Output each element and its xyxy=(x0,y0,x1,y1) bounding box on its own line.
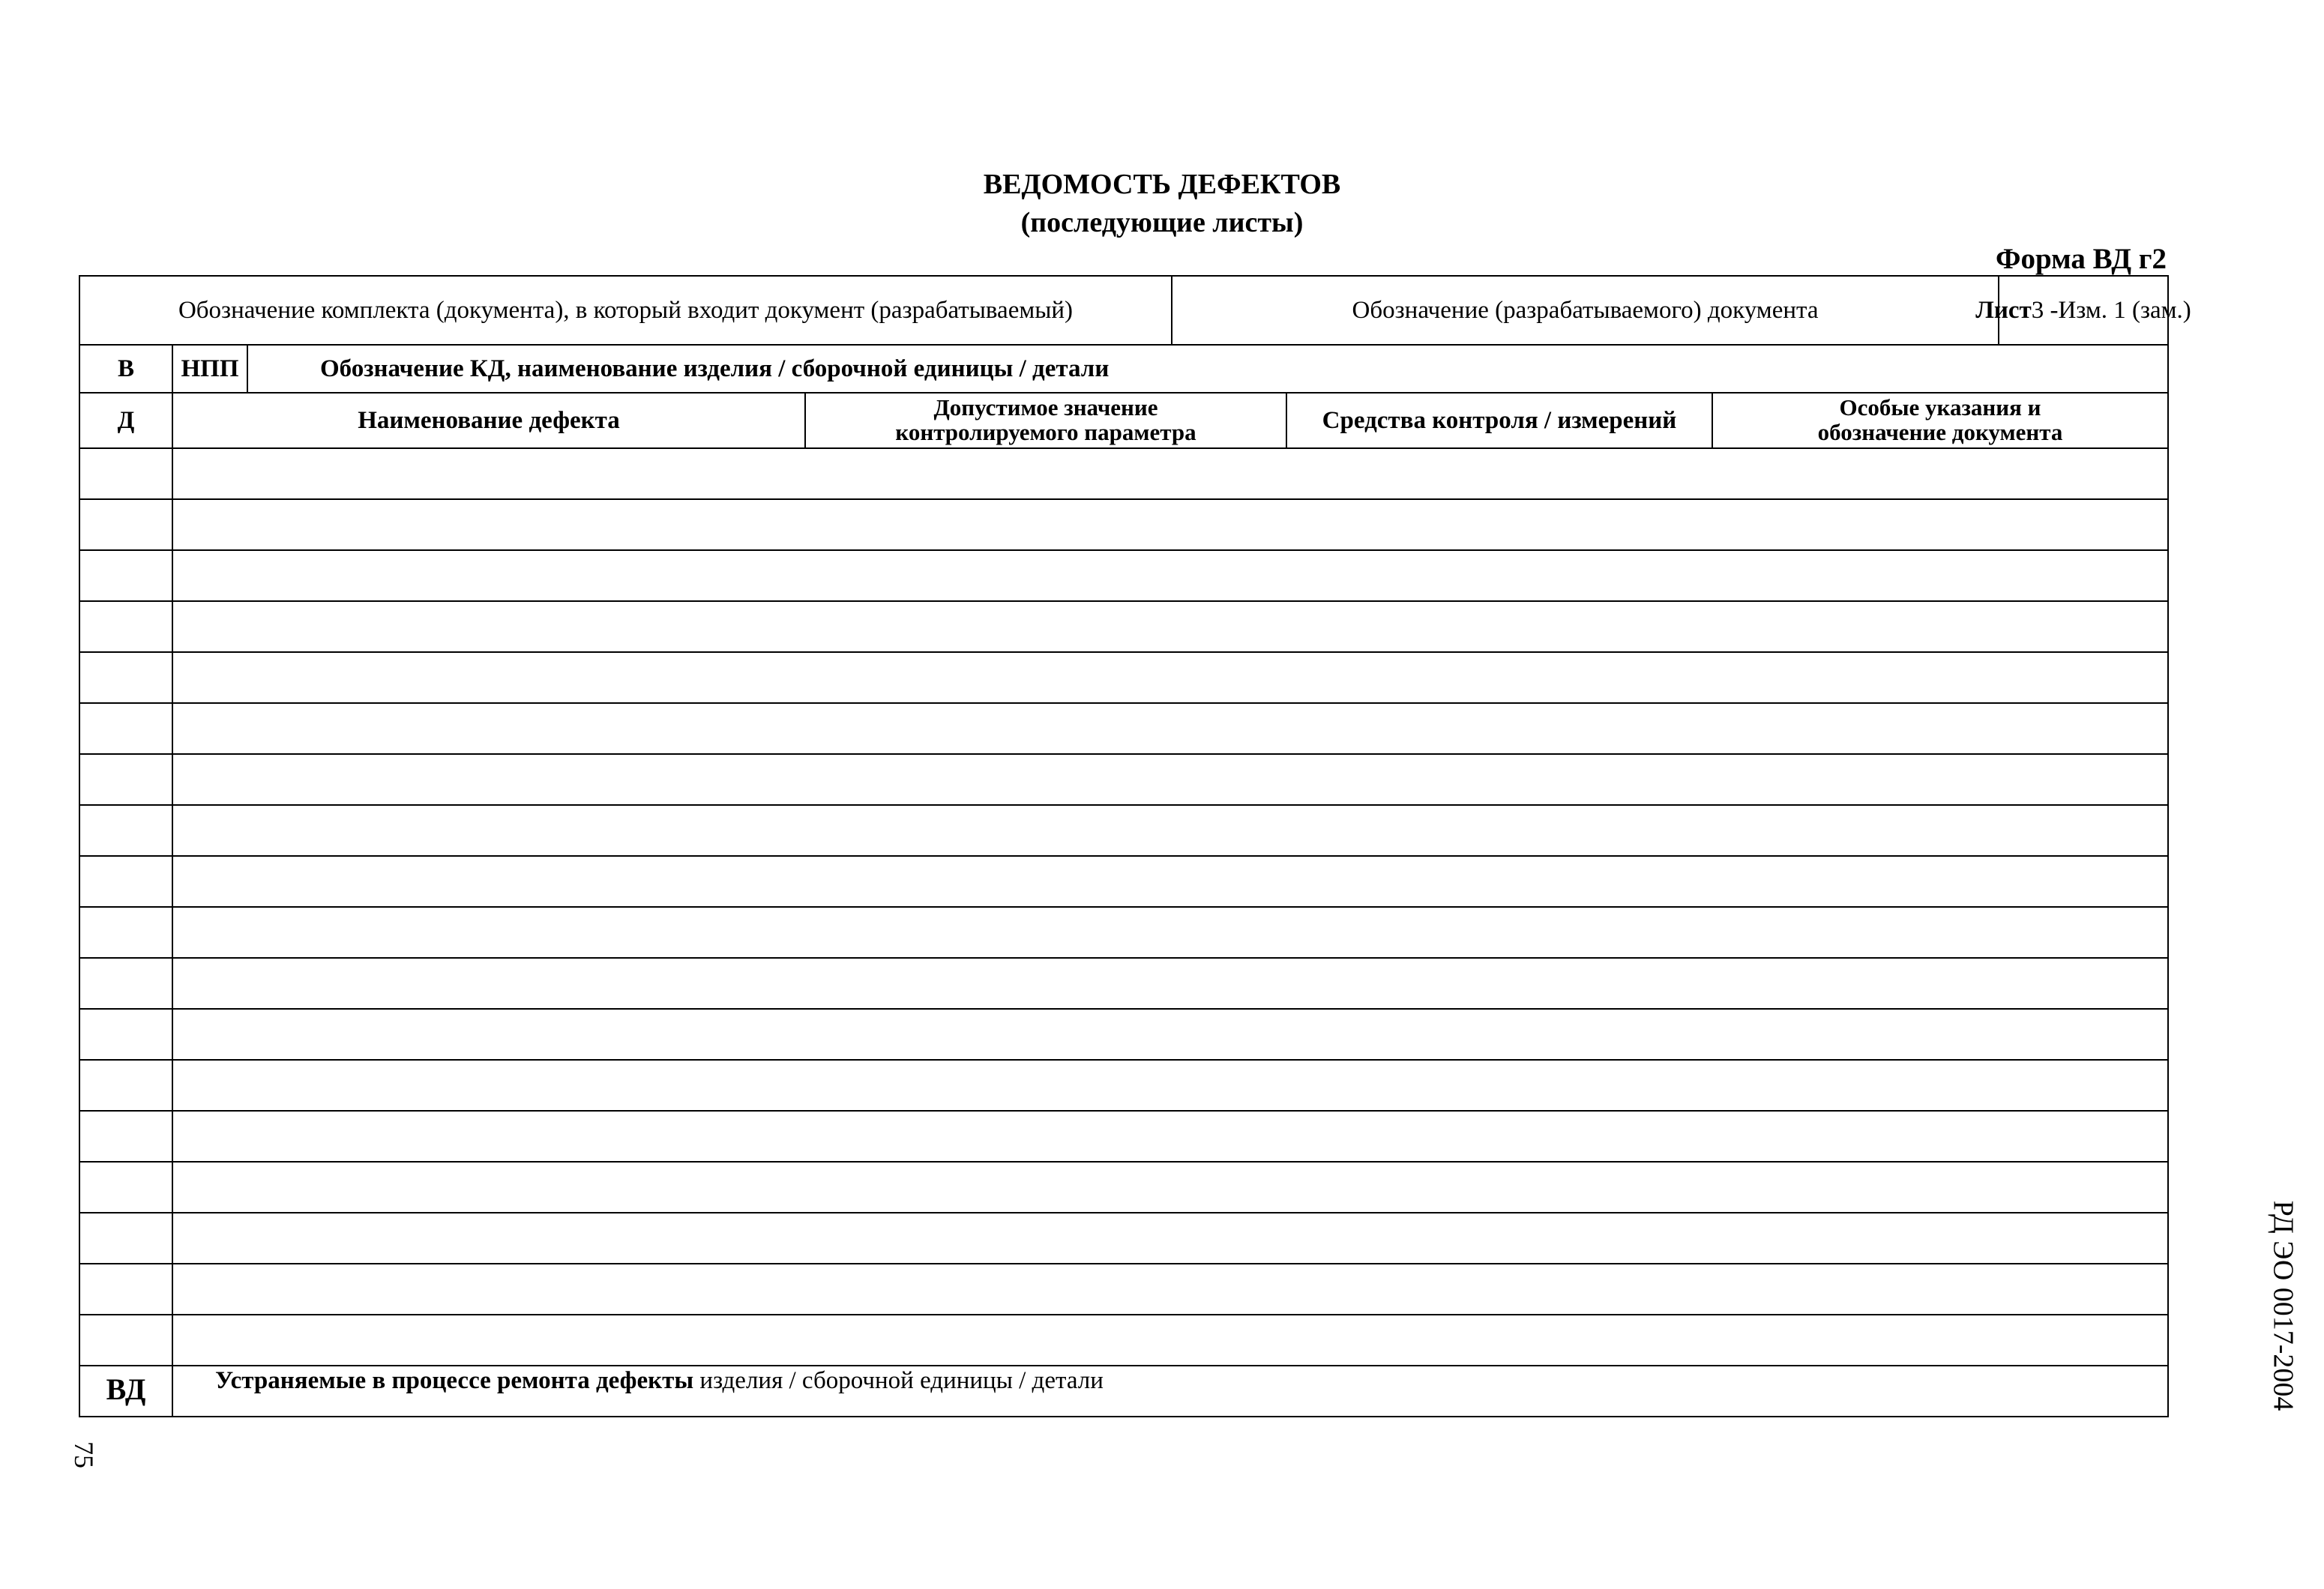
row-line xyxy=(80,1314,2167,1315)
form-title: ВЕДОМОСТЬ ДЕФЕКТОВ xyxy=(983,169,1341,200)
row-line xyxy=(80,1008,2167,1010)
row-line xyxy=(80,1212,2167,1213)
doc-designation-cell[interactable] xyxy=(1172,277,1998,344)
row-line xyxy=(80,447,2167,449)
row-line xyxy=(80,804,2167,806)
row-line xyxy=(80,1161,2167,1163)
form-subtitle: (последующие листы) xyxy=(1020,207,1304,238)
divider xyxy=(247,346,248,392)
row-line xyxy=(80,957,2167,959)
special-notes-header xyxy=(1713,394,2167,447)
sheet-label: Лист xyxy=(1975,296,2032,324)
kd-cell xyxy=(320,346,2164,392)
vd-cell xyxy=(80,1363,172,1416)
kd-label: Обозначение КД, наименование изделия / сборочной единицы / детали xyxy=(320,355,1110,382)
allowed-value-label: Допустимое значение контролируемого параметра xyxy=(895,394,1196,445)
special-notes-label: Особые указания и обозначение документа xyxy=(1817,394,2063,445)
npp-label: НПП xyxy=(181,355,239,382)
row-line xyxy=(80,855,2167,857)
removable-defects-cell[interactable] xyxy=(215,1363,2164,1398)
page-number: 75 xyxy=(69,1441,99,1468)
form-code: Форма ВД г2 xyxy=(1996,243,2167,275)
removable-defects-bold: Устраняемые в процессе ремонта дефекты xyxy=(215,1366,694,1394)
row-line xyxy=(80,600,2167,602)
set-designation-cell[interactable] xyxy=(80,277,1171,344)
row-line xyxy=(80,549,2167,551)
v-label: В xyxy=(117,355,134,382)
defect-sheet-table xyxy=(79,275,2191,1417)
row-line xyxy=(80,651,2167,653)
row-line xyxy=(80,906,2167,908)
npp-cell xyxy=(173,346,247,392)
row-line xyxy=(80,1110,2167,1112)
row-line xyxy=(80,702,2167,704)
row-line xyxy=(80,753,2167,755)
sheet-number-cell[interactable] xyxy=(1975,277,2191,344)
defect-name-label: Наименование дефекта xyxy=(358,406,620,434)
row-line xyxy=(80,1059,2167,1061)
vd-label: ВД xyxy=(106,1372,146,1406)
sheet-info: 3 -Изм. 1 (зам.) xyxy=(2031,296,2191,324)
control-means-header xyxy=(1287,394,1712,447)
document-code: РД ЭО 0017-2004 xyxy=(2267,1200,2299,1411)
control-means-label: Средства контроля / измерений xyxy=(1322,406,1677,434)
d-label: Д xyxy=(117,406,135,434)
set-designation-label: Обозначение комплекта (документа), в который входит документ (разрабатываемый) xyxy=(178,296,1074,324)
row-line xyxy=(80,1263,2167,1264)
doc-designation-label: Обозначение (разрабатываемого) документа xyxy=(1352,296,1819,324)
allowed-value-header xyxy=(806,394,1286,447)
removable-defects-text: изделия / сборочной единицы / детали xyxy=(693,1366,1104,1394)
v-cell xyxy=(80,346,172,392)
row-line xyxy=(80,498,2167,500)
defect-name-header xyxy=(173,394,804,447)
d-cell xyxy=(80,394,172,447)
